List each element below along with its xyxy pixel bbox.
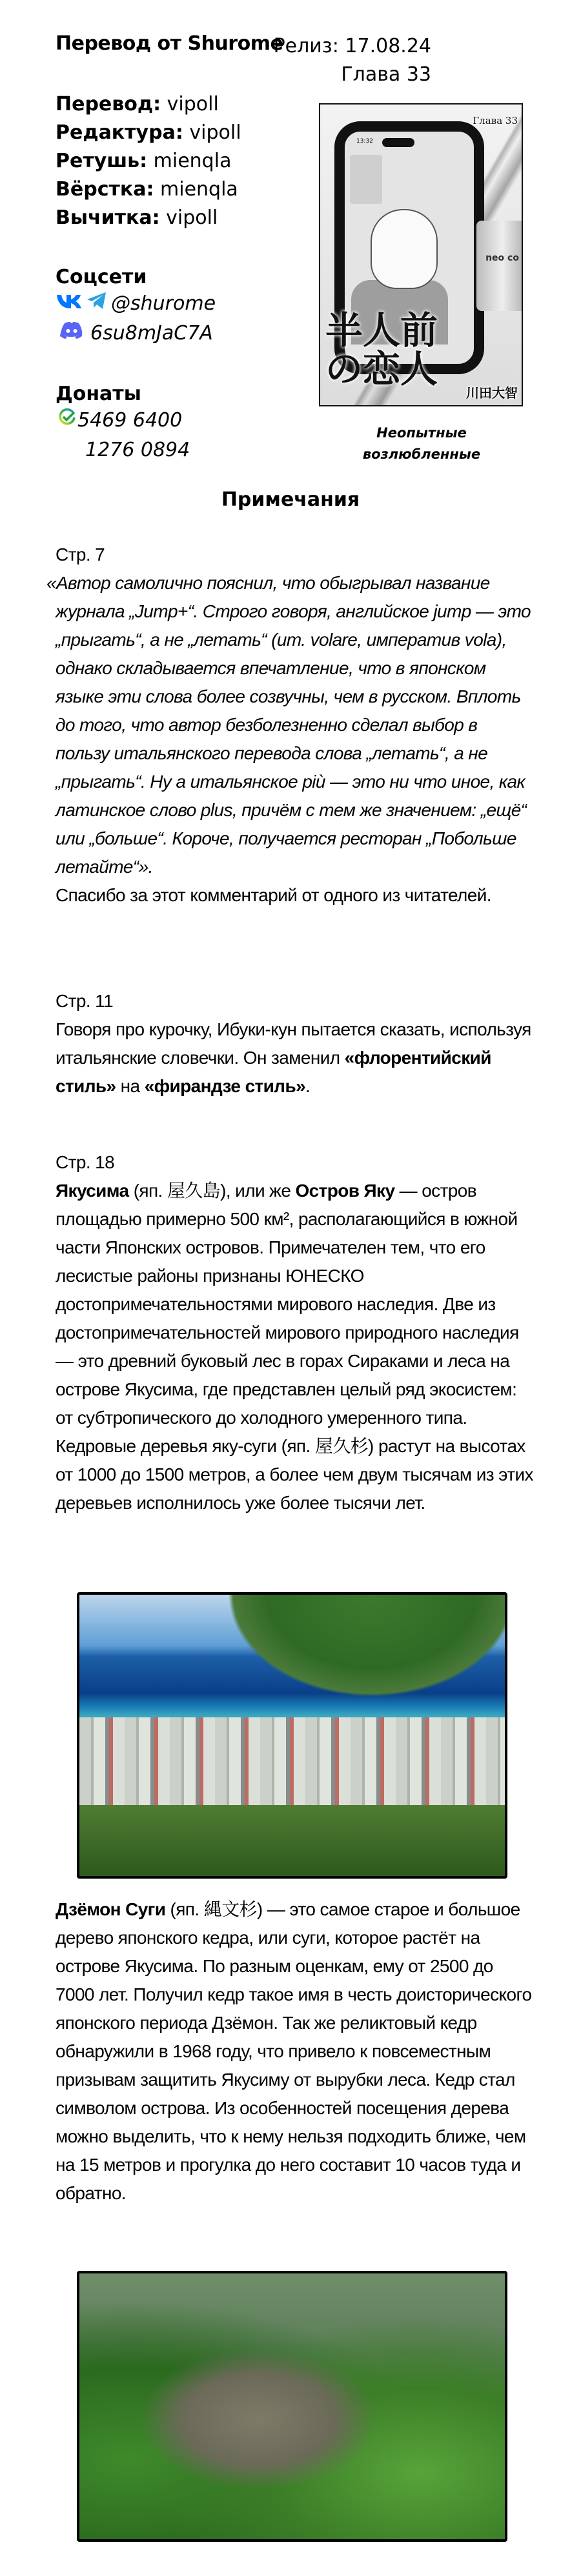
- credit-typesetting: Вёрстка: mienqla: [56, 178, 238, 201]
- telegram-icon[interactable]: [87, 291, 107, 315]
- card-number-row-2: [56, 435, 190, 464]
- card-number-part-1: 5469 6400: [77, 408, 183, 432]
- mountain-shape: [209, 1595, 505, 1711]
- paint-can: neo co: [476, 221, 523, 311]
- social-section: [56, 266, 216, 348]
- card-number-part-2: 1276 0894: [85, 438, 190, 461]
- note-page-label: Стр. 7: [56, 544, 105, 564]
- manga-cover-image: [319, 103, 523, 406]
- cover-chapter-label: Глава 33: [473, 115, 518, 126]
- vk-icon[interactable]: [56, 292, 83, 315]
- character-face: [371, 209, 438, 289]
- video-call-thumbnail: [350, 155, 382, 204]
- release-info: [274, 32, 431, 89]
- note-page-label: Стр. 18: [56, 1152, 115, 1172]
- note-text: Якусима (яп. 屋久島), или же Остров Яку — остров площадью примерно 500 км², располагающийся в южной части Японских островов. Примечателен тем, что его лесистые районы признаны ЮНЕСКО достопримечательностями мирового наследия. Две из достопримечательностей мирового природного наследия — это древний буковый лес в горах Сираками и леса на острове Якусима, где представлен целый ряд экосистем: от субтропического до холодного умеренного типа. Кедровые деревья яку-суги (яп. 屋久杉) растут на высотах от 1000 до 1500 метров, а более чем двум тысячам из этих деревьев исполнилось уже более тысячи лет.: [56, 1181, 533, 1513]
- yakushima-island-photo: [77, 1592, 507, 1879]
- jomon-sugi-photo: [77, 2271, 507, 2542]
- donate-heading: Донаты: [56, 383, 141, 405]
- note-page-11: [56, 987, 533, 1101]
- note-page-label: Стр. 11: [56, 991, 114, 1011]
- social-handle-row[interactable]: [56, 288, 216, 318]
- note-page-7: [46, 541, 533, 910]
- manga-title-ru: Неопытные возлюбленные: [362, 425, 481, 462]
- page-title: Перевод от Shurome: [56, 32, 283, 55]
- social-handle[interactable]: @shurome: [111, 292, 216, 315]
- discord-icon[interactable]: [59, 321, 84, 344]
- discord-row[interactable]: [56, 318, 216, 348]
- note-page-18: [56, 1148, 533, 1517]
- credit-retouch: Ретушь: mienqla: [56, 150, 232, 172]
- note-text: Говоря про курочку, Ибуки-кун пытается сказать, используя итальянские словечки. Он заменил «флорентийский стиль» на «фирандзе стиль».: [56, 1019, 531, 1096]
- phone-notch: [382, 138, 414, 147]
- cover-author: 川田大智: [466, 385, 518, 401]
- donate-section: [56, 383, 190, 464]
- greenery-shape: [79, 1805, 505, 1876]
- credit-editing: Редактура: vipoll: [56, 121, 241, 144]
- chapter-number: Глава 33: [341, 63, 431, 86]
- note-text: Дзёмон Суги (яп. 縄文杉) — это самое старое и большое дерево японского кедра, или суги, которое растёт на острове Якусима. По разным оценкам, ему от 2500 до 7000 лет. Получил кедр такое имя в честь доисторического японского периода Дзёмон. Так же реликтовый кедр обнаружили в 1968 году, что привело к повсеместным призывам защитить Якусиму от вырубки леса. Кедр стал символом острова. Из особенностей посещения дерева можно выделить, что к нему нельзя подходить ближе, чем на 15 метров и прогулка до него составит 10 часов туда и обратно.: [56, 1899, 532, 2203]
- note-thanks: Спасибо за этот комментарий от одного из читателей.: [56, 885, 491, 905]
- phone-time: 13:32: [356, 138, 373, 145]
- cover-japanese-title: 半人前の恋人: [325, 308, 438, 391]
- release-date: Релиз: 17.08.24: [273, 35, 431, 57]
- credit-proofreading: Вычитка: vipoll: [56, 206, 218, 229]
- note-jomon-sugi: [56, 1895, 533, 2208]
- credit-translation: Перевод: vipoll: [56, 93, 219, 115]
- notes-heading: Примечания: [221, 488, 360, 511]
- note-quote: «Автор самолично пояснил, что обыгрывал название журнала „Jump+“. Строго говоря, английское jump — это „прыгать“, а не „летать“ (ит. volare, императив vola), однако складывается впечатление, что в японском языке эти слова более созвучны, чем в русском. Вплоть до того, что автор безболезненно сделал выбор в пользу итальянского перевода слова „летать“, а не „прыгать“. Ну а итальянское più — это ни что иное, как латинское слово plus, причём с тем же значением: „ещё“ или „больше“. Короче, получается ресторан „Побольше летайте“».: [46, 573, 531, 877]
- card-number-row: [56, 405, 190, 435]
- discord-invite[interactable]: 6su8mJaC7A: [90, 321, 213, 344]
- social-heading: Соцсети: [56, 266, 147, 288]
- credits-list: [56, 90, 241, 232]
- sber-icon: [58, 408, 76, 432]
